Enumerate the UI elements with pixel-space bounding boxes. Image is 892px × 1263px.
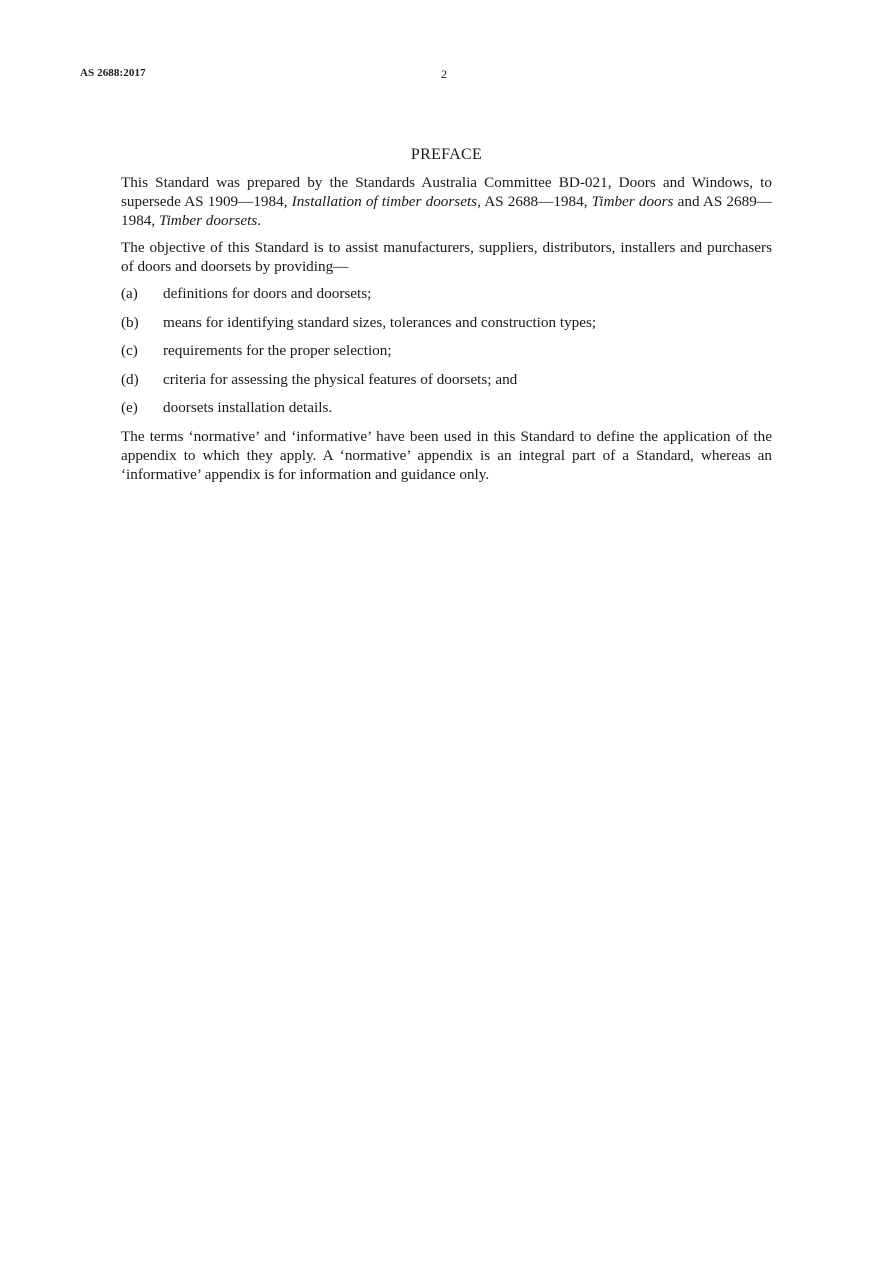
list-item-label: (d) — [121, 370, 139, 388]
list-item-text: requirements for the proper selection; — [163, 342, 392, 359]
text-run: , AS 2688—1984, — [477, 193, 592, 210]
page-number: 2 — [441, 67, 447, 81]
preface-heading: PREFACE — [410, 146, 483, 163]
list-item-text: means for identifying standard sizes, tolerances and construction types; — [163, 313, 597, 331]
text-run: This Standard was prepared by the Standards Australia Committee BD-021, Doors and Windows, to supersede AS 1909—1984, — [121, 174, 772, 210]
preface-paragraph-terms: The terms ‘normative’ and ‘informative’ have been used in this Standard to define the application of the appendix to which they apply. A ‘normative’ appendix is an integral part of a Standard, whereas an ‘informative’ appendix is for information and guidance only. — [121, 427, 772, 483]
title-timber-doorsets: Timber doorsets — [158, 212, 258, 229]
preface-section — [121, 145, 772, 492]
list-item — [121, 313, 772, 332]
document-code: AS 2688:2017 — [80, 67, 146, 79]
list-item — [121, 284, 772, 303]
list-item — [121, 370, 772, 389]
list-item-text: criteria for assessing the physical features of doorsets; and — [163, 370, 518, 388]
title-timber-doors: Timber doors — [591, 193, 674, 210]
list-item-label: (a) — [121, 285, 138, 302]
list-item-label: (c) — [121, 342, 138, 359]
list-item — [121, 341, 772, 360]
title-installation-of-timber-doorsets: Installation of timber doorsets — [291, 193, 478, 210]
list-item-label: (b) — [121, 313, 139, 331]
objective-list — [121, 284, 772, 417]
list-item — [121, 398, 772, 417]
text-run: and AS 2689—1984, — [121, 193, 772, 229]
list-item-label: (e) — [121, 399, 138, 416]
preface-paragraph-scope — [121, 173, 772, 230]
text-run: . — [257, 212, 262, 229]
list-item-text: doorsets installation details. — [163, 399, 333, 416]
list-item-text: definitions for doors and doorsets; — [163, 285, 372, 302]
preface-paragraph-objective: The objective of this Standard is to assist manufacturers, suppliers, distributors, installers and purchasers of doors and doorsets by providing— — [121, 239, 772, 275]
